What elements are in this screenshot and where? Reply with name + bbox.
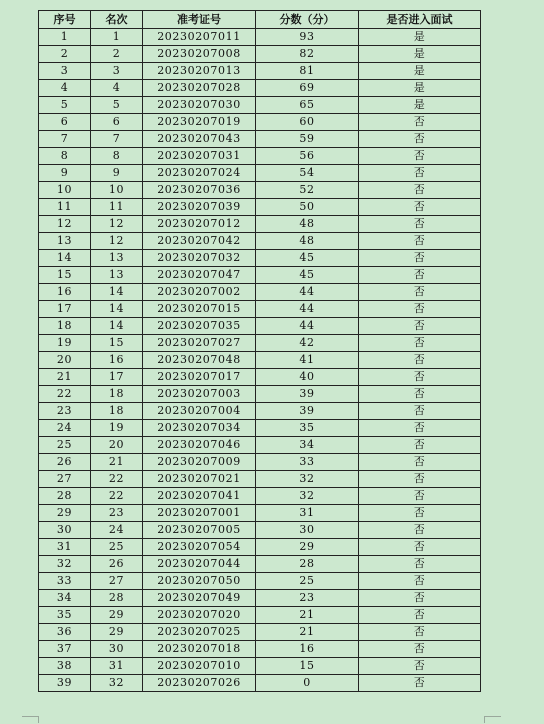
- cell-ticket-number: 20230207015: [143, 301, 256, 318]
- cell-score: 15: [256, 658, 359, 675]
- cell-interview: 否: [359, 386, 481, 403]
- cell-serial: 31: [39, 539, 91, 556]
- cell-score: 59: [256, 131, 359, 148]
- table-row: [39, 522, 481, 539]
- cell-ticket-number: 20230207049: [143, 590, 256, 607]
- cell-serial: 11: [39, 199, 91, 216]
- cell-serial: 22: [39, 386, 91, 403]
- cell-interview: 否: [359, 131, 481, 148]
- table-row: [39, 199, 481, 216]
- cell-score: 82: [256, 46, 359, 63]
- cell-interview: 否: [359, 318, 481, 335]
- page-corner-mark-left: [22, 716, 39, 723]
- table-row: [39, 46, 481, 63]
- cell-score: 45: [256, 267, 359, 284]
- cell-score: 32: [256, 488, 359, 505]
- cell-rank: 21: [91, 454, 143, 471]
- cell-score: 28: [256, 556, 359, 573]
- table-row: [39, 386, 481, 403]
- page-corner-mark-right: [484, 716, 501, 723]
- cell-serial: 18: [39, 318, 91, 335]
- table-row: [39, 607, 481, 624]
- table-row: [39, 148, 481, 165]
- table-row: [39, 233, 481, 250]
- cell-ticket-number: 20230207047: [143, 267, 256, 284]
- cell-interview: 否: [359, 250, 481, 267]
- cell-score: 41: [256, 352, 359, 369]
- cell-score: 39: [256, 403, 359, 420]
- cell-score: 44: [256, 284, 359, 301]
- table-row: [39, 403, 481, 420]
- table-row: [39, 539, 481, 556]
- cell-ticket-number: 20230207032: [143, 250, 256, 267]
- table-row: [39, 369, 481, 386]
- table-header-row: [39, 11, 481, 29]
- cell-interview: 否: [359, 182, 481, 199]
- cell-rank: 11: [91, 199, 143, 216]
- cell-ticket-number: 20230207021: [143, 471, 256, 488]
- table-row: [39, 505, 481, 522]
- cell-ticket-number: 20230207050: [143, 573, 256, 590]
- cell-interview: 否: [359, 488, 481, 505]
- cell-interview: 否: [359, 556, 481, 573]
- cell-interview: 否: [359, 624, 481, 641]
- cell-score: 44: [256, 318, 359, 335]
- header-interview: 是否进入面试: [359, 11, 481, 29]
- header-serial: 序号: [39, 11, 91, 29]
- cell-ticket-number: 20230207046: [143, 437, 256, 454]
- cell-ticket-number: 20230207036: [143, 182, 256, 199]
- cell-score: 44: [256, 301, 359, 318]
- cell-serial: 19: [39, 335, 91, 352]
- cell-serial: 38: [39, 658, 91, 675]
- cell-rank: 14: [91, 301, 143, 318]
- cell-score: 25: [256, 573, 359, 590]
- cell-rank: 30: [91, 641, 143, 658]
- cell-rank: 29: [91, 607, 143, 624]
- cell-interview: 否: [359, 301, 481, 318]
- cell-ticket-number: 20230207018: [143, 641, 256, 658]
- table-row: [39, 556, 481, 573]
- cell-score: 50: [256, 199, 359, 216]
- cell-serial: 23: [39, 403, 91, 420]
- cell-serial: 32: [39, 556, 91, 573]
- cell-ticket-number: 20230207012: [143, 216, 256, 233]
- cell-ticket-number: 20230207028: [143, 80, 256, 97]
- cell-rank: 25: [91, 539, 143, 556]
- cell-score: 48: [256, 233, 359, 250]
- cell-ticket-number: 20230207048: [143, 352, 256, 369]
- table-row: [39, 335, 481, 352]
- cell-serial: 20: [39, 352, 91, 369]
- cell-interview: 否: [359, 675, 481, 692]
- cell-score: 48: [256, 216, 359, 233]
- cell-rank: 2: [91, 46, 143, 63]
- cell-rank: 7: [91, 131, 143, 148]
- cell-interview: 否: [359, 216, 481, 233]
- table-row: [39, 216, 481, 233]
- cell-interview: 否: [359, 267, 481, 284]
- cell-serial: 25: [39, 437, 91, 454]
- table-row: [39, 63, 481, 80]
- header-rank: 名次: [91, 11, 143, 29]
- cell-rank: 27: [91, 573, 143, 590]
- table-row: [39, 641, 481, 658]
- cell-serial: 26: [39, 454, 91, 471]
- cell-interview: 否: [359, 284, 481, 301]
- cell-ticket-number: 20230207041: [143, 488, 256, 505]
- cell-interview: 否: [359, 420, 481, 437]
- table-row: [39, 267, 481, 284]
- cell-interview: 否: [359, 233, 481, 250]
- cell-rank: 4: [91, 80, 143, 97]
- cell-serial: 14: [39, 250, 91, 267]
- cell-rank: 8: [91, 148, 143, 165]
- cell-rank: 12: [91, 216, 143, 233]
- table-row: [39, 114, 481, 131]
- cell-ticket-number: 20230207031: [143, 148, 256, 165]
- cell-score: 40: [256, 369, 359, 386]
- cell-rank: 10: [91, 182, 143, 199]
- cell-ticket-number: 20230207043: [143, 131, 256, 148]
- cell-ticket-number: 20230207030: [143, 97, 256, 114]
- cell-interview: 是: [359, 63, 481, 80]
- cell-ticket-number: 20230207013: [143, 63, 256, 80]
- cell-serial: 34: [39, 590, 91, 607]
- cell-score: 60: [256, 114, 359, 131]
- cell-ticket-number: 20230207009: [143, 454, 256, 471]
- cell-serial: 9: [39, 165, 91, 182]
- table-row: [39, 165, 481, 182]
- cell-rank: 9: [91, 165, 143, 182]
- table-row: [39, 573, 481, 590]
- cell-score: 69: [256, 80, 359, 97]
- cell-serial: 17: [39, 301, 91, 318]
- cell-interview: 否: [359, 454, 481, 471]
- cell-serial: 29: [39, 505, 91, 522]
- results-table: [38, 10, 481, 692]
- cell-serial: 33: [39, 573, 91, 590]
- cell-ticket-number: 20230207054: [143, 539, 256, 556]
- table-body: [39, 29, 481, 692]
- cell-interview: 否: [359, 607, 481, 624]
- cell-interview: 否: [359, 114, 481, 131]
- cell-score: 42: [256, 335, 359, 352]
- cell-ticket-number: 20230207044: [143, 556, 256, 573]
- cell-rank: 23: [91, 505, 143, 522]
- table-row: [39, 454, 481, 471]
- cell-score: 39: [256, 386, 359, 403]
- cell-interview: 否: [359, 573, 481, 590]
- cell-score: 33: [256, 454, 359, 471]
- cell-serial: 2: [39, 46, 91, 63]
- table-row: [39, 437, 481, 454]
- cell-serial: 35: [39, 607, 91, 624]
- cell-rank: 26: [91, 556, 143, 573]
- cell-rank: 14: [91, 284, 143, 301]
- cell-rank: 24: [91, 522, 143, 539]
- cell-rank: 18: [91, 386, 143, 403]
- cell-score: 23: [256, 590, 359, 607]
- cell-interview: 否: [359, 352, 481, 369]
- cell-score: 29: [256, 539, 359, 556]
- cell-ticket-number: 20230207034: [143, 420, 256, 437]
- cell-serial: 7: [39, 131, 91, 148]
- cell-rank: 15: [91, 335, 143, 352]
- cell-score: 45: [256, 250, 359, 267]
- cell-ticket-number: 20230207027: [143, 335, 256, 352]
- cell-ticket-number: 20230207003: [143, 386, 256, 403]
- cell-score: 56: [256, 148, 359, 165]
- cell-interview: 是: [359, 80, 481, 97]
- cell-serial: 8: [39, 148, 91, 165]
- cell-ticket-number: 20230207042: [143, 233, 256, 250]
- table-row: [39, 420, 481, 437]
- cell-score: 21: [256, 624, 359, 641]
- cell-score: 52: [256, 182, 359, 199]
- cell-interview: 否: [359, 165, 481, 182]
- cell-rank: 5: [91, 97, 143, 114]
- cell-ticket-number: 20230207004: [143, 403, 256, 420]
- cell-serial: 12: [39, 216, 91, 233]
- cell-rank: 18: [91, 403, 143, 420]
- header-score: 分数（分）: [256, 11, 359, 29]
- cell-rank: 3: [91, 63, 143, 80]
- cell-interview: 否: [359, 539, 481, 556]
- table-row: [39, 675, 481, 692]
- cell-ticket-number: 20230207019: [143, 114, 256, 131]
- cell-interview: 否: [359, 522, 481, 539]
- cell-score: 0: [256, 675, 359, 692]
- table-row: [39, 97, 481, 114]
- cell-rank: 22: [91, 471, 143, 488]
- cell-ticket-number: 20230207017: [143, 369, 256, 386]
- cell-serial: 27: [39, 471, 91, 488]
- cell-interview: 是: [359, 97, 481, 114]
- cell-score: 30: [256, 522, 359, 539]
- cell-serial: 5: [39, 97, 91, 114]
- table-row: [39, 318, 481, 335]
- cell-interview: 否: [359, 369, 481, 386]
- cell-interview: 否: [359, 641, 481, 658]
- cell-ticket-number: 20230207024: [143, 165, 256, 182]
- cell-rank: 14: [91, 318, 143, 335]
- table-row: [39, 250, 481, 267]
- cell-score: 54: [256, 165, 359, 182]
- cell-serial: 10: [39, 182, 91, 199]
- cell-rank: 16: [91, 352, 143, 369]
- table-row: [39, 590, 481, 607]
- cell-rank: 22: [91, 488, 143, 505]
- cell-rank: 6: [91, 114, 143, 131]
- cell-score: 34: [256, 437, 359, 454]
- cell-serial: 24: [39, 420, 91, 437]
- cell-rank: 20: [91, 437, 143, 454]
- cell-ticket-number: 20230207002: [143, 284, 256, 301]
- cell-interview: 否: [359, 471, 481, 488]
- cell-rank: 31: [91, 658, 143, 675]
- cell-ticket-number: 20230207020: [143, 607, 256, 624]
- cell-rank: 13: [91, 250, 143, 267]
- cell-ticket-number: 20230207005: [143, 522, 256, 539]
- table-row: [39, 624, 481, 641]
- table-row: [39, 301, 481, 318]
- cell-ticket-number: 20230207008: [143, 46, 256, 63]
- cell-serial: 36: [39, 624, 91, 641]
- cell-interview: 否: [359, 505, 481, 522]
- table-row: [39, 658, 481, 675]
- table-row: [39, 352, 481, 369]
- cell-rank: 29: [91, 624, 143, 641]
- cell-rank: 13: [91, 267, 143, 284]
- cell-serial: 37: [39, 641, 91, 658]
- cell-rank: 32: [91, 675, 143, 692]
- cell-ticket-number: 20230207001: [143, 505, 256, 522]
- cell-serial: 39: [39, 675, 91, 692]
- cell-score: 32: [256, 471, 359, 488]
- table-row: [39, 131, 481, 148]
- cell-serial: 16: [39, 284, 91, 301]
- cell-score: 35: [256, 420, 359, 437]
- cell-score: 21: [256, 607, 359, 624]
- cell-score: 81: [256, 63, 359, 80]
- cell-ticket-number: 20230207010: [143, 658, 256, 675]
- cell-serial: 30: [39, 522, 91, 539]
- cell-ticket-number: 20230207026: [143, 675, 256, 692]
- table-row: [39, 471, 481, 488]
- table-row: [39, 29, 481, 46]
- cell-rank: 17: [91, 369, 143, 386]
- cell-interview: 否: [359, 658, 481, 675]
- cell-interview: 是: [359, 29, 481, 46]
- cell-interview: 否: [359, 403, 481, 420]
- cell-interview: 否: [359, 437, 481, 454]
- header-ticket-number: 准考证号: [143, 11, 256, 29]
- cell-interview: 否: [359, 199, 481, 216]
- cell-ticket-number: 20230207025: [143, 624, 256, 641]
- cell-interview: 否: [359, 335, 481, 352]
- table-row: [39, 284, 481, 301]
- cell-score: 93: [256, 29, 359, 46]
- cell-score: 65: [256, 97, 359, 114]
- cell-interview: 否: [359, 590, 481, 607]
- table-row: [39, 488, 481, 505]
- cell-serial: 21: [39, 369, 91, 386]
- cell-serial: 15: [39, 267, 91, 284]
- cell-serial: 1: [39, 29, 91, 46]
- cell-rank: 12: [91, 233, 143, 250]
- cell-serial: 6: [39, 114, 91, 131]
- cell-serial: 13: [39, 233, 91, 250]
- cell-ticket-number: 20230207039: [143, 199, 256, 216]
- cell-serial: 3: [39, 63, 91, 80]
- cell-rank: 1: [91, 29, 143, 46]
- cell-rank: 28: [91, 590, 143, 607]
- table-row: [39, 80, 481, 97]
- cell-score: 16: [256, 641, 359, 658]
- cell-serial: 4: [39, 80, 91, 97]
- cell-serial: 28: [39, 488, 91, 505]
- table-row: [39, 182, 481, 199]
- cell-ticket-number: 20230207035: [143, 318, 256, 335]
- cell-rank: 19: [91, 420, 143, 437]
- cell-interview: 否: [359, 148, 481, 165]
- cell-ticket-number: 20230207011: [143, 29, 256, 46]
- cell-interview: 是: [359, 46, 481, 63]
- cell-score: 31: [256, 505, 359, 522]
